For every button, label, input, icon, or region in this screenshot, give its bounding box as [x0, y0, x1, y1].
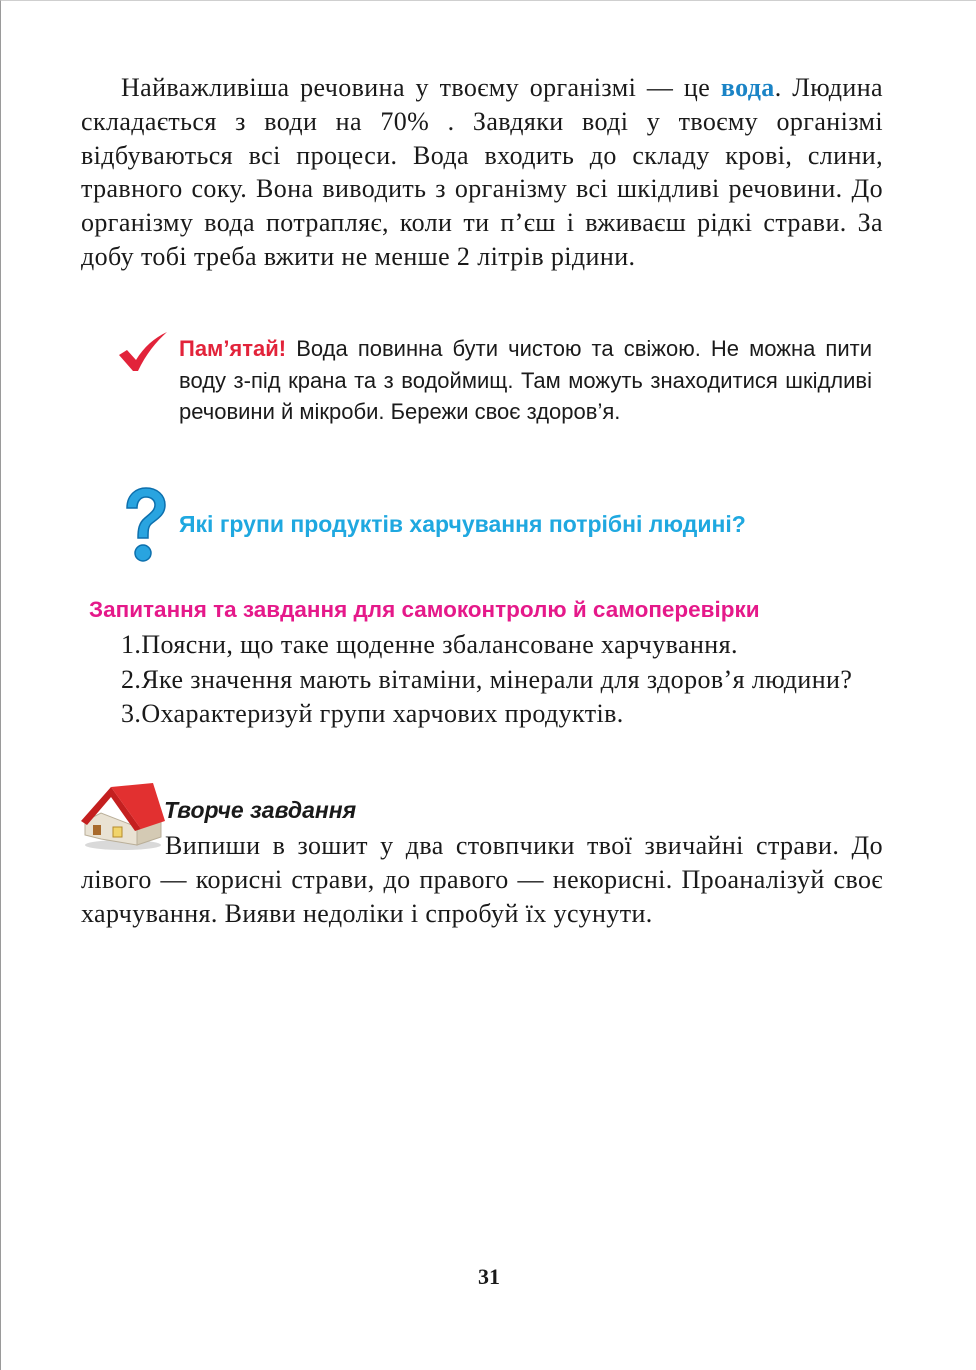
- list-item: [81, 697, 883, 732]
- intro-text-part2: . Людина складається з води на 70% . Завдяки воді у твоєму організмі відбуваються всі процеси. Вода входить до складу крові, слини, травного соку. Вона виводить з організму всі шкідливі речовини. До організму вода потрапляє, коли ти п’єш і вживаєш рідкі страви. За добу тобі треба вжити не менше 2 літрів рідини.: [81, 73, 883, 271]
- self-control-list: [81, 628, 883, 732]
- remember-text: Вода повинна бути чистою та свіжою. Не можна пити воду з-під крана та з водоймищ. Там можуть знаходитися шкідливі речовини й мікроби. Бережи своє здоров’я.: [179, 336, 872, 424]
- self-control-heading: Запитання та завдання для самоконтролю й самоперевірки: [89, 597, 760, 622]
- question-heading: Які групи продуктів харчування потрібні людині?: [179, 511, 746, 537]
- creative-task-paragraph: [81, 829, 883, 930]
- intro-text-part1: Найважливіша речовина у твоєму організмі — це: [121, 73, 721, 102]
- item-number: 1.: [121, 630, 142, 659]
- remember-label: Пам’ятай!: [179, 336, 287, 361]
- creative-task-text: Випиши в зошит у два стовпчики твої звичайні страви. До лівого — корисні страви, до правого — некорисні. Проаналізуй своє харчування. Вияви недоліки і спробуй їх усунути.: [81, 831, 883, 928]
- item-text: Яке значення мають вітаміни, мінерали для здоров’я людини?: [141, 664, 853, 694]
- item-text: Охарактеризуй групи харчових продуктів.: [141, 699, 624, 728]
- creative-task-title: Творче завдання: [164, 797, 357, 823]
- item-number: 3.: [121, 699, 142, 728]
- page-number: 31: [478, 1264, 500, 1289]
- question-mark-icon: [121, 486, 167, 566]
- checkmark-icon: [117, 331, 169, 373]
- item-text: Поясни, що таке щоденне збалансоване харчування.: [141, 630, 738, 659]
- list-item: [81, 628, 883, 663]
- list-item: [81, 663, 883, 698]
- remember-note: [179, 333, 872, 428]
- intro-paragraph: [81, 71, 883, 274]
- highlight-word: вода: [720, 73, 775, 102]
- item-number: 2.: [121, 664, 142, 694]
